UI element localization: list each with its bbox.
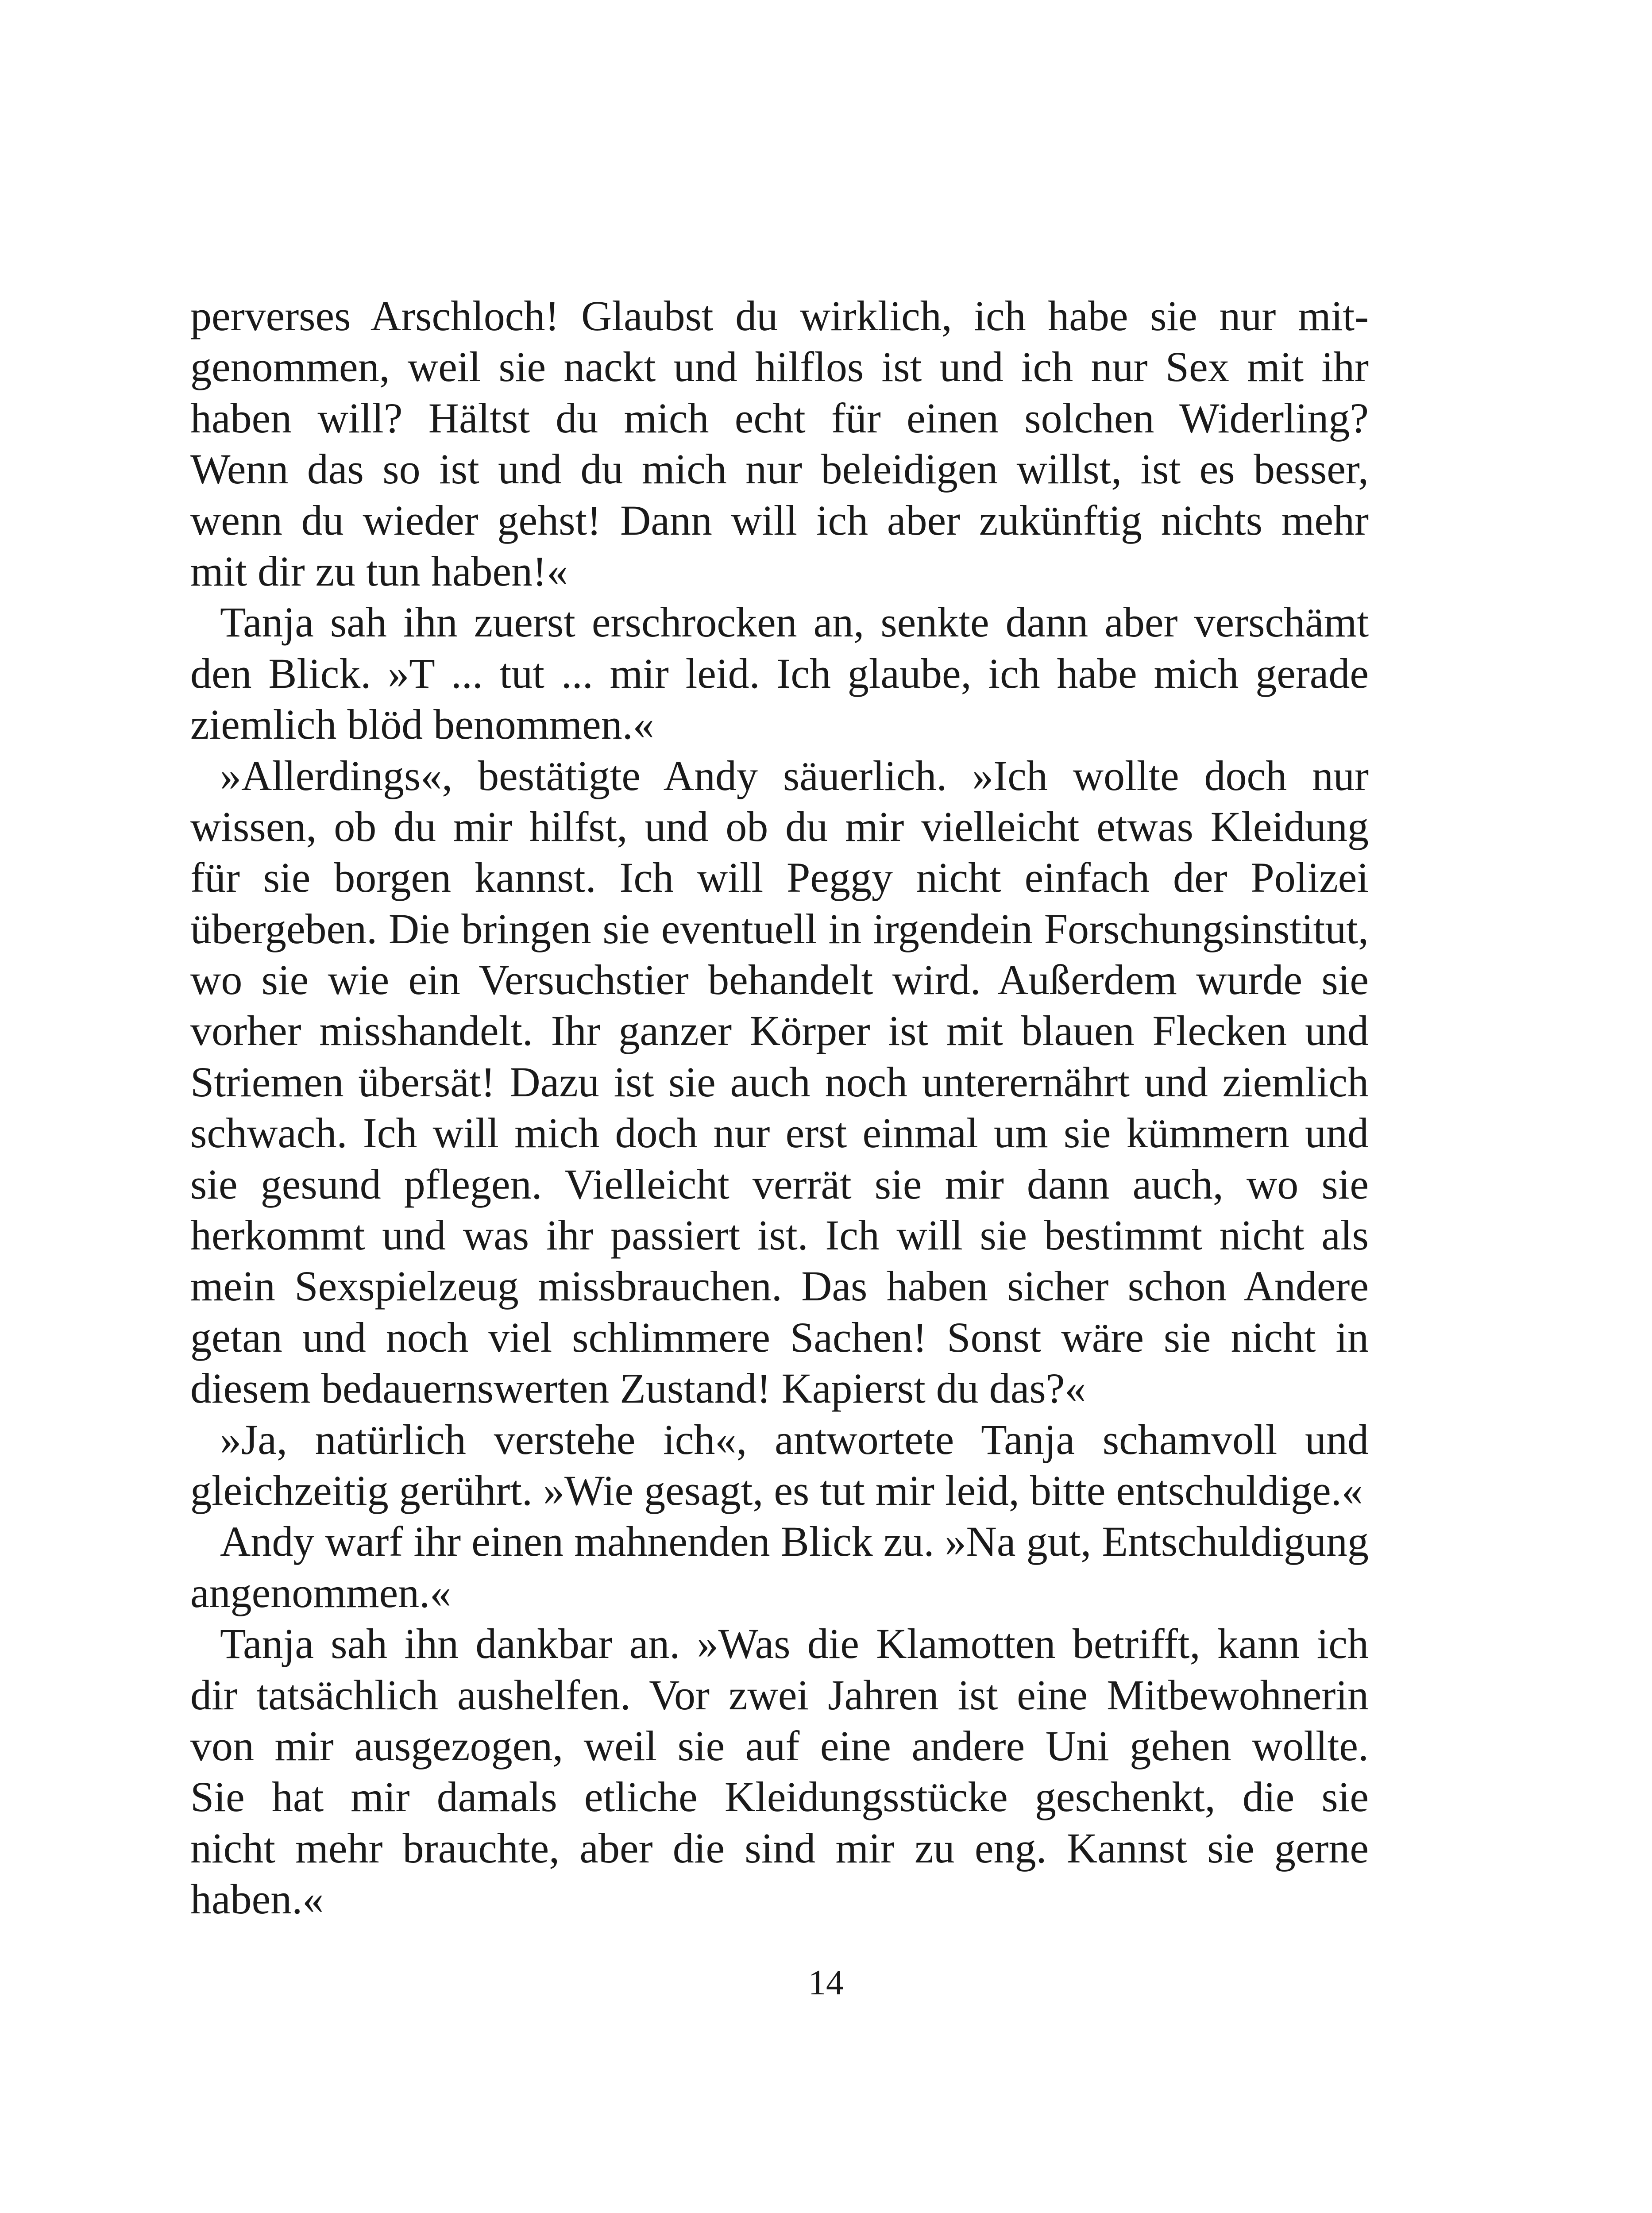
text-line: wo sie wie ein Versuchstier behandelt wird. Außerdem wurde sie bbox=[190, 956, 1369, 1004]
text-line: genommen, weil sie nackt und hilflos ist und ich nur Sex mit ihr bbox=[190, 343, 1369, 391]
text-line: haben will? Hältst du mich echt für einen solchen Widerling? bbox=[190, 394, 1369, 442]
text-line: perverses Arschloch! Glaubst du wirklich, ich habe sie nur mit- bbox=[190, 292, 1369, 339]
text-line: angenommen.« bbox=[190, 1569, 452, 1616]
text-line: mein Sexspielzeug missbrauchen. Das haben sicher schon Andere bbox=[190, 1262, 1369, 1310]
text-line: »Allerdings«, bestätigte Andy säuerlich. »Ich wollte doch nur bbox=[220, 752, 1369, 799]
text-line: vorher misshandelt. Ihr ganzer Körper ist mit blauen Flecken und bbox=[190, 1007, 1369, 1055]
text-line: gleichzeitig gerührt. »Wie gesagt, es tut mir leid, bitte entschuldige.« bbox=[190, 1466, 1363, 1514]
text-line: von mir ausgezogen, weil sie auf eine andere Uni gehen wollte. bbox=[190, 1722, 1369, 1770]
text-line: sie gesund pflegen. Vielleicht verrät sie mir dann auch, wo sie bbox=[190, 1160, 1369, 1208]
page-number: 14 bbox=[808, 1963, 844, 2002]
text-line: diesem bedauernswerten Zustand! Kapierst du das?« bbox=[190, 1365, 1086, 1412]
text-line: den Blick. »T ... tut ... mir leid. Ich glaube, ich habe mich gerade bbox=[190, 649, 1369, 697]
text-line: Striemen übersät! Dazu ist sie auch noch unterernährt und ziemlich bbox=[190, 1058, 1369, 1106]
text-line: für sie borgen kannst. Ich will Peggy nicht einfach der Polizei bbox=[190, 854, 1369, 902]
text-line: Sie hat mir damals etliche Kleidungsstücke geschenkt, die sie bbox=[190, 1773, 1369, 1821]
text-line: wenn du wieder gehst! Dann will ich aber zukünftig nichts mehr bbox=[190, 496, 1369, 544]
body-text bbox=[190, 290, 1369, 1925]
text-line: schwach. Ich will mich doch nur erst einmal um sie kümmern und bbox=[190, 1109, 1369, 1157]
text-line: Tanja sah ihn dankbar an. »Was die Klamotten betrifft, kann ich bbox=[220, 1620, 1369, 1668]
text-line: nicht mehr brauchte, aber die sind mir zu eng. Kannst sie gerne bbox=[190, 1824, 1369, 1872]
text-line: getan und noch viel schlimmere Sachen! Sonst wäre sie nicht in bbox=[190, 1313, 1369, 1361]
text-line: wissen, ob du mir hilfst, und ob du mir vielleicht etwas Kleidung bbox=[190, 802, 1369, 850]
text-line: mit dir zu tun haben!« bbox=[190, 547, 568, 595]
text-line: herkommt und was ihr passiert ist. Ich will sie bestimmt nicht als bbox=[190, 1211, 1369, 1259]
text-line: dir tatsächlich aushelfen. Vor zwei Jahren ist eine Mitbewohnerin bbox=[190, 1671, 1369, 1719]
text-line: ziemlich blöd benommen.« bbox=[190, 701, 654, 748]
text-line: Wenn das so ist und du mich nur beleidigen willst, ist es besser, bbox=[190, 445, 1369, 493]
text-line: übergeben. Die bringen sie eventuell in irgendein Forschungsinstitut, bbox=[190, 905, 1369, 952]
text-line: »Ja, natürlich verstehe ich«, antwortete Tanja schamvoll und bbox=[220, 1415, 1369, 1463]
text-line: Andy warf ihr einen mahnenden Blick zu. »Na gut, Entschuldigung bbox=[220, 1518, 1369, 1565]
text-line: Tanja sah ihn zuerst erschrocken an, senkte dann aber verschämt bbox=[220, 598, 1369, 646]
text-line: haben.« bbox=[190, 1875, 324, 1923]
